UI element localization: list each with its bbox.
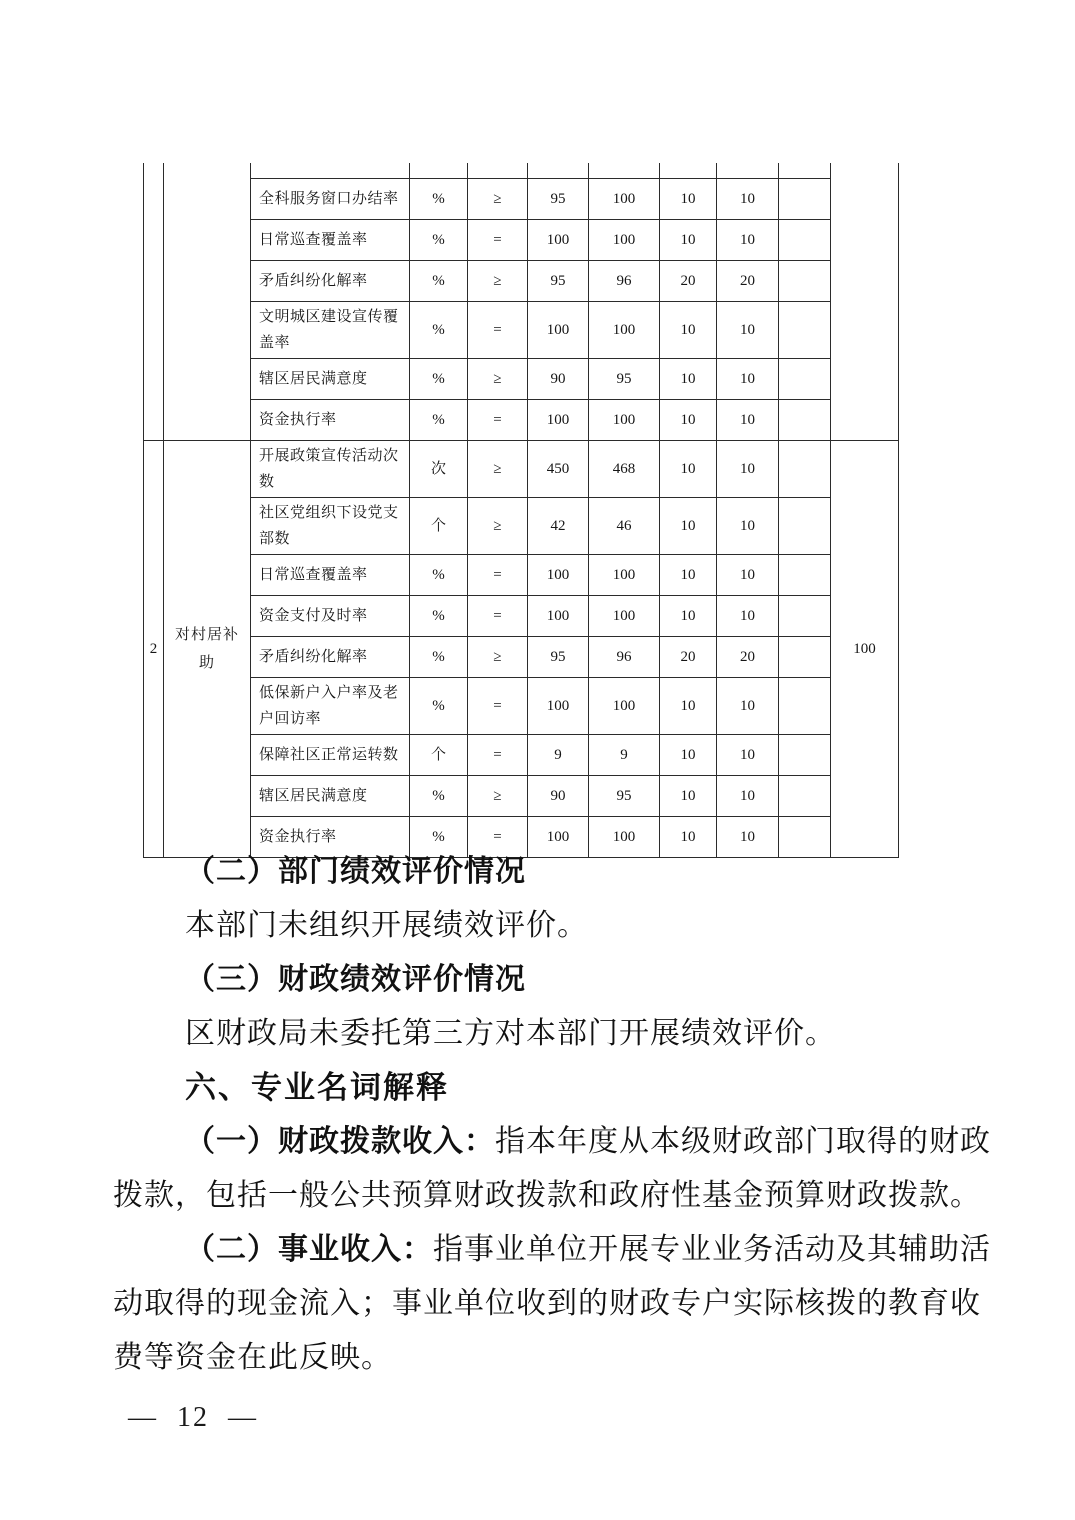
indicator-cell: 日常巡查覆盖率: [251, 554, 410, 595]
score-cell: 10: [717, 178, 779, 219]
text-line: [113, 899, 969, 953]
weight-cell: 10: [660, 178, 717, 219]
text-line: [113, 1277, 981, 1331]
indicator-cell: 保障社区正常运转数: [251, 734, 410, 775]
indicator-cell: 低保新户入户率及老户回访率: [251, 677, 410, 734]
table-row: [144, 358, 899, 399]
text-line: [113, 1331, 969, 1385]
term-label: 六、专业名词解释: [185, 1070, 449, 1105]
seq-cell: 2: [144, 440, 164, 857]
score-cell: 10: [717, 816, 779, 857]
blank-cell: [779, 301, 831, 358]
section-heading: [113, 953, 969, 1007]
actual-value-cell: 95: [589, 358, 660, 399]
table-row: [144, 595, 899, 636]
indicator-cell: 资金执行率: [251, 816, 410, 857]
blank-cell: [468, 163, 528, 178]
indicator-cell: 辖区居民满意度: [251, 775, 410, 816]
text-line: [113, 1115, 991, 1169]
actual-value-cell: 100: [589, 219, 660, 260]
score-cell: 10: [717, 775, 779, 816]
indicator-cell: 全科服务窗口办结率: [251, 178, 410, 219]
total-score-cell: [831, 163, 899, 440]
operator-cell: ≥: [468, 260, 528, 301]
total-score-cell: 100: [831, 440, 899, 857]
indicator-cell: 辖区居民满意度: [251, 358, 410, 399]
blank-cell: [779, 595, 831, 636]
unit-cell: %: [410, 775, 468, 816]
actual-value-cell: 100: [589, 554, 660, 595]
term-label: （三）财政绩效评价情况: [185, 963, 526, 996]
score-cell: 20: [717, 636, 779, 677]
table-row: [144, 636, 899, 677]
actual-value-cell: 100: [589, 595, 660, 636]
performance-table-body: [144, 163, 899, 857]
blank-cell: [251, 163, 410, 178]
operator-cell: =: [468, 554, 528, 595]
page-footer: — 12 —: [128, 1402, 258, 1433]
text-segment: 动取得的现金流入；事业单位收到的财政专户实际核拨的教育收: [113, 1287, 981, 1320]
target-value-cell: 90: [528, 775, 589, 816]
blank-cell: [779, 163, 831, 178]
actual-value-cell: 100: [589, 178, 660, 219]
table-row: [144, 178, 899, 219]
seq-cell: [144, 163, 164, 440]
operator-cell: ≥: [468, 440, 528, 497]
target-value-cell: 95: [528, 636, 589, 677]
blank-cell: [779, 440, 831, 497]
operator-cell: =: [468, 595, 528, 636]
indicator-cell: 资金执行率: [251, 399, 410, 440]
score-cell: 10: [717, 734, 779, 775]
term-label: （二）部门绩效评价情况: [185, 855, 526, 888]
performance-table-container: [143, 163, 898, 858]
target-value-cell: 95: [528, 260, 589, 301]
target-value-cell: 100: [528, 595, 589, 636]
unit-cell: %: [410, 301, 468, 358]
actual-value-cell: 100: [589, 301, 660, 358]
operator-cell: ≥: [468, 636, 528, 677]
project-cell: 对村居补助: [164, 440, 251, 857]
target-value-cell: 100: [528, 554, 589, 595]
weight-cell: 10: [660, 595, 717, 636]
unit-cell: %: [410, 677, 468, 734]
indicator-cell: 社区党组织下设党支部数: [251, 497, 410, 554]
indicator-cell: 开展政策宣传活动次数: [251, 440, 410, 497]
target-value-cell: 95: [528, 178, 589, 219]
blank-cell: [779, 358, 831, 399]
weight-cell: 10: [660, 677, 717, 734]
weight-cell: 10: [660, 497, 717, 554]
weight-cell: 10: [660, 734, 717, 775]
blank-cell: [779, 775, 831, 816]
weight-cell: 10: [660, 554, 717, 595]
text-segment: 费等资金在此反映。: [113, 1341, 392, 1374]
weight-cell: 10: [660, 440, 717, 497]
target-value-cell: 100: [528, 399, 589, 440]
operator-cell: =: [468, 219, 528, 260]
project-cell: [164, 163, 251, 440]
table-row: [144, 775, 899, 816]
weight-cell: 10: [660, 301, 717, 358]
unit-cell: 次: [410, 440, 468, 497]
actual-value-cell: 96: [589, 260, 660, 301]
table-row: [144, 301, 899, 358]
unit-cell: %: [410, 358, 468, 399]
score-cell: 10: [717, 677, 779, 734]
actual-value-cell: 9: [589, 734, 660, 775]
unit-cell: %: [410, 260, 468, 301]
weight-cell: 10: [660, 219, 717, 260]
target-value-cell: 42: [528, 497, 589, 554]
operator-cell: ≥: [468, 178, 528, 219]
table-row: [144, 497, 899, 554]
blank-cell: [528, 163, 589, 178]
score-cell: 10: [717, 358, 779, 399]
blank-cell: [779, 734, 831, 775]
indicator-cell: 矛盾纠纷化解率: [251, 636, 410, 677]
table-row: [144, 440, 899, 497]
text-segment: 本部门未组织开展绩效评价。: [185, 909, 588, 942]
text-line: [113, 1007, 969, 1061]
table-row: [144, 219, 899, 260]
blank-cell: [717, 163, 779, 178]
actual-value-cell: 96: [589, 636, 660, 677]
score-cell: 10: [717, 554, 779, 595]
indicator-cell: 矛盾纠纷化解率: [251, 260, 410, 301]
unit-cell: 个: [410, 497, 468, 554]
text-section: [113, 845, 991, 1385]
blank-cell: [410, 163, 468, 178]
operator-cell: =: [468, 734, 528, 775]
blank-cell: [779, 399, 831, 440]
term-label: （二）事业收入：: [185, 1233, 433, 1266]
section-heading: [113, 1061, 969, 1115]
operator-cell: ≥: [468, 775, 528, 816]
unit-cell: %: [410, 595, 468, 636]
table-continuation-stub-row: [144, 163, 899, 178]
target-value-cell: 100: [528, 301, 589, 358]
weight-cell: 10: [660, 816, 717, 857]
indicator-cell: 文明城区建设宣传覆盖率: [251, 301, 410, 358]
actual-value-cell: 100: [589, 399, 660, 440]
weight-cell: 10: [660, 775, 717, 816]
target-value-cell: 9: [528, 734, 589, 775]
target-value-cell: 100: [528, 816, 589, 857]
blank-cell: [779, 497, 831, 554]
text-segment: 区财政局未委托第三方对本部门开展绩效评价。: [185, 1017, 836, 1050]
blank-cell: [779, 178, 831, 219]
operator-cell: =: [468, 301, 528, 358]
score-cell: 20: [717, 260, 779, 301]
table-row: [144, 734, 899, 775]
target-value-cell: 100: [528, 677, 589, 734]
score-cell: 10: [717, 440, 779, 497]
text-line: [113, 1169, 981, 1223]
operator-cell: ≥: [468, 497, 528, 554]
weight-cell: 20: [660, 260, 717, 301]
text-segment: 指本年度从本级财政部门取得的财政: [495, 1125, 991, 1158]
score-cell: 10: [717, 595, 779, 636]
unit-cell: %: [410, 178, 468, 219]
score-cell: 10: [717, 399, 779, 440]
text-segment: 拨款，包括一般公共预算财政拨款和政府性基金预算财政拨款。: [113, 1179, 981, 1212]
indicator-cell: 资金支付及时率: [251, 595, 410, 636]
actual-value-cell: 100: [589, 677, 660, 734]
target-value-cell: 100: [528, 219, 589, 260]
target-value-cell: 450: [528, 440, 589, 497]
weight-cell: 10: [660, 399, 717, 440]
text-segment: 指事业单位开展专业业务活动及其辅助活: [433, 1233, 991, 1266]
actual-value-cell: 100: [589, 816, 660, 857]
performance-table: [143, 163, 899, 858]
text-line: [113, 1223, 991, 1277]
unit-cell: %: [410, 636, 468, 677]
operator-cell: =: [468, 816, 528, 857]
unit-cell: %: [410, 816, 468, 857]
unit-cell: %: [410, 399, 468, 440]
unit-cell: 个: [410, 734, 468, 775]
operator-cell: =: [468, 677, 528, 734]
indicator-cell: 日常巡查覆盖率: [251, 219, 410, 260]
blank-cell: [779, 636, 831, 677]
section-heading: [113, 845, 969, 899]
table-row: [144, 677, 899, 734]
blank-cell: [589, 163, 660, 178]
score-cell: 10: [717, 219, 779, 260]
unit-cell: %: [410, 219, 468, 260]
unit-cell: %: [410, 554, 468, 595]
target-value-cell: 90: [528, 358, 589, 399]
table-row: [144, 554, 899, 595]
term-label: （一）财政拨款收入：: [185, 1125, 495, 1158]
actual-value-cell: 468: [589, 440, 660, 497]
weight-cell: 20: [660, 636, 717, 677]
operator-cell: ≥: [468, 358, 528, 399]
score-cell: 10: [717, 301, 779, 358]
actual-value-cell: 95: [589, 775, 660, 816]
blank-cell: [779, 677, 831, 734]
operator-cell: =: [468, 399, 528, 440]
score-cell: 10: [717, 497, 779, 554]
weight-cell: 10: [660, 358, 717, 399]
blank-cell: [779, 219, 831, 260]
blank-cell: [779, 554, 831, 595]
blank-cell: [779, 260, 831, 301]
blank-cell: [660, 163, 717, 178]
actual-value-cell: 46: [589, 497, 660, 554]
table-row: [144, 260, 899, 301]
table-row: [144, 399, 899, 440]
